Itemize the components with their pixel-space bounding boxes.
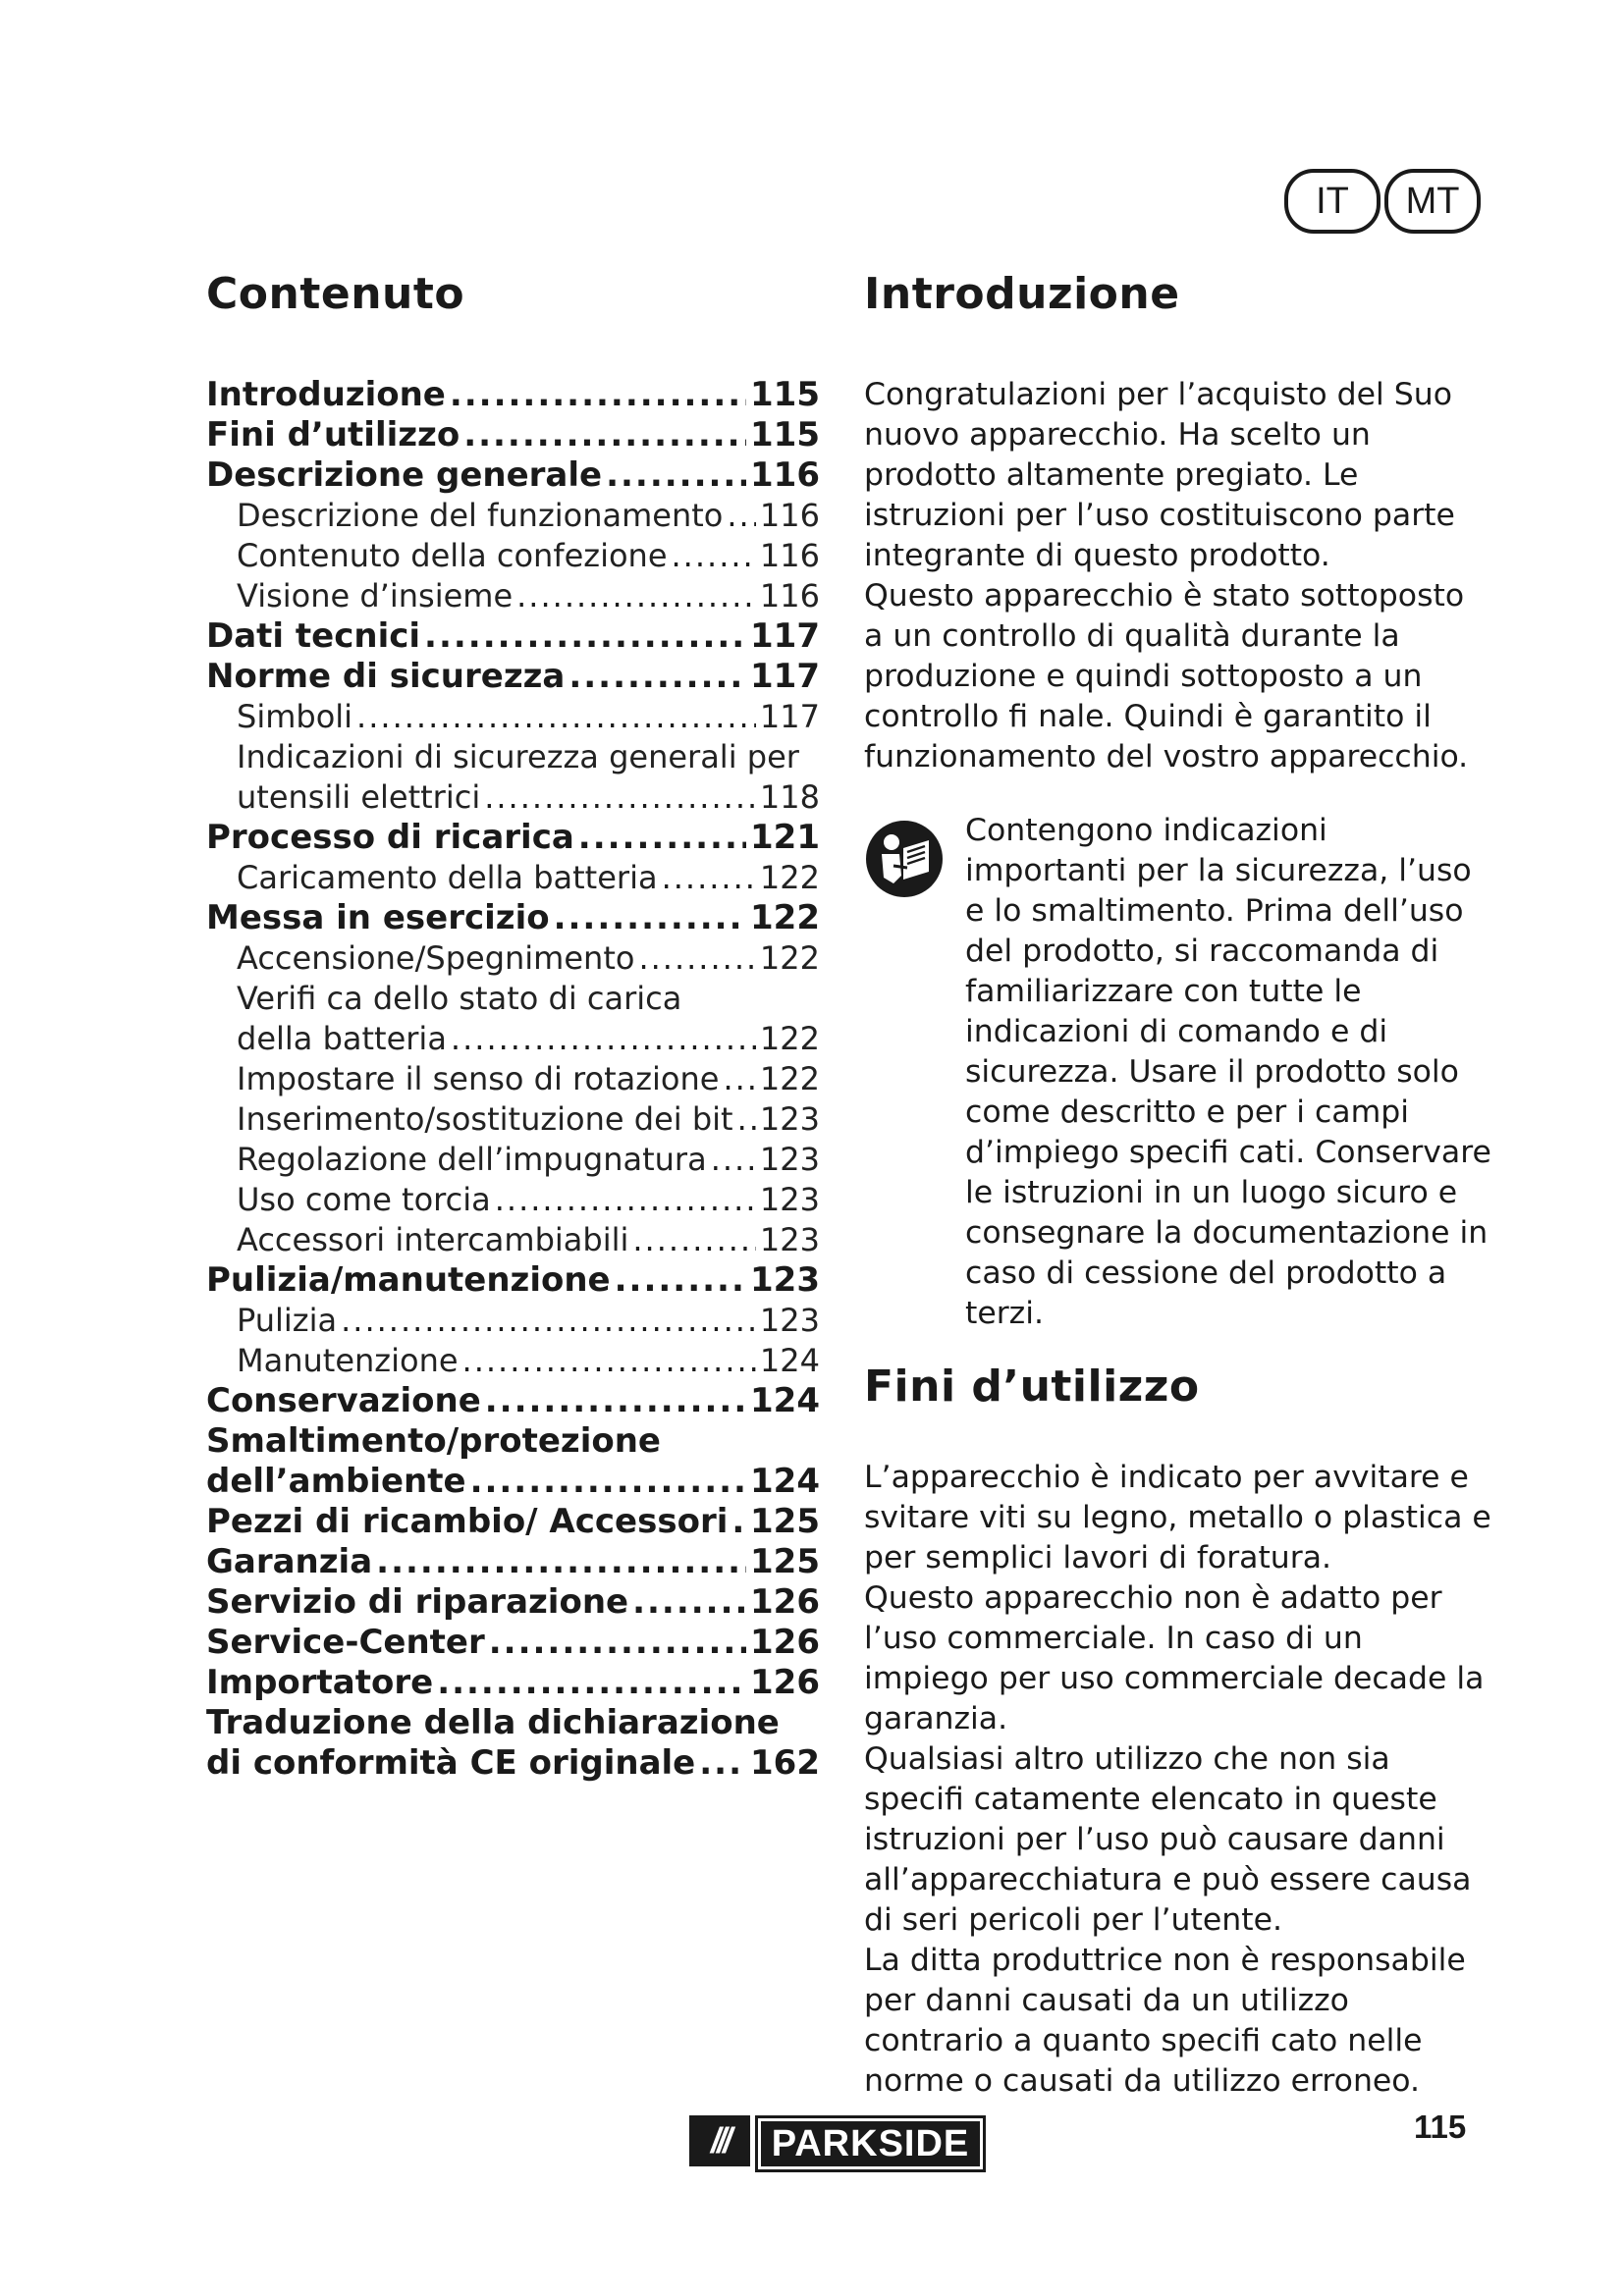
toc-entry-title: Fini d’utilizzo <box>206 415 460 454</box>
toc-entry-line1[interactable]: Smaltimento/protezione <box>206 1421 661 1461</box>
toc-entry-page: 125 <box>750 1542 820 1581</box>
toc-subentry[interactable] <box>206 1301 820 1341</box>
toc-entry-page: 123 <box>759 1100 820 1138</box>
toc-entry-title: Norme di sicurezza <box>206 657 566 696</box>
toc-entry-title: Impostare il senso di rotazione <box>237 1060 720 1097</box>
toc-entry[interactable] <box>206 1542 820 1582</box>
toc-entry-title: Conservazione <box>206 1381 481 1420</box>
toc-entry-page: 121 <box>750 818 820 857</box>
toc-entry-page: 125 <box>750 1502 820 1541</box>
language-badge-it: IT <box>1284 169 1380 234</box>
toc-entry-title: Service-Center <box>206 1623 485 1662</box>
toc-entry[interactable] <box>206 1582 820 1623</box>
toc-entry[interactable] <box>206 1663 820 1703</box>
toc-entry-title: Simboli <box>237 698 353 735</box>
toc-entry-title: Caricamento della batteria <box>237 859 658 896</box>
toc-entry-title: Pulizia <box>237 1302 338 1339</box>
toc-entry[interactable] <box>206 1260 820 1301</box>
read-manual-icon <box>864 819 945 899</box>
toc-entry-title: Uso come torcia <box>237 1181 491 1218</box>
toc-entry-page: 115 <box>750 375 820 414</box>
fini-paragraph: L’apparecchio è indicato per avvitare e svitare viti su legno, metallo o plastica e per semplici lavori di foratura. <box>864 1460 1491 1575</box>
parkside-logo <box>689 2115 986 2166</box>
toc-entry-title: Descrizione generale <box>206 455 603 495</box>
toc-entry-title: Introduzione <box>206 375 446 414</box>
toc-entry-title: della batteria <box>237 1020 447 1057</box>
toc-entry-page: 122 <box>759 1060 820 1097</box>
intro-paragraph: Questo apparecchio è stato sottoposto a un controllo di qualità durante la produzione e quindi sottoposto a un controllo fi nale. Quindi è garantito il funzionamento del vostro apparecchio. <box>864 578 1469 774</box>
toc-entry-page: 117 <box>750 657 820 696</box>
language-badges <box>1284 169 1481 230</box>
toc-entry-title: Visione d’insieme <box>237 577 514 614</box>
toc-entry[interactable] <box>206 818 820 858</box>
content-column <box>864 265 1492 2102</box>
logo-wordmark: PARKSIDE <box>755 2115 986 2172</box>
toc-entry-page: 117 <box>759 698 820 735</box>
toc-entry[interactable] <box>206 657 820 697</box>
toc-entry-page: 117 <box>750 616 820 656</box>
page-number: 115 <box>1414 2109 1467 2145</box>
toc-entry-title: di conformità CE originale <box>206 1743 696 1783</box>
toc-entry-page: 116 <box>759 577 820 614</box>
toc-entry-page: 126 <box>750 1582 820 1622</box>
toc-entry-page: 122 <box>759 1020 820 1057</box>
toc-entry-page: 116 <box>759 537 820 574</box>
toc-entry-title: Processo di ricarica <box>206 818 574 857</box>
toc-subentry[interactable] <box>206 1099 820 1140</box>
toc-entry-title: Servizio di riparazione <box>206 1582 629 1622</box>
toc-entry-title: Descrizione del funzionamento <box>237 497 724 534</box>
toc-subentry[interactable] <box>206 1140 820 1180</box>
toc-entry-page: 126 <box>750 1663 820 1702</box>
toc-entry-page: 118 <box>759 778 820 816</box>
toc-entry-title: Importatore <box>206 1663 434 1702</box>
toc-entry-page: 123 <box>759 1141 820 1178</box>
toc-entry[interactable] <box>206 616 820 657</box>
toc-entry[interactable] <box>206 898 820 938</box>
fini-heading: Fini d’utilizzo <box>864 1362 1200 1412</box>
table-of-contents <box>206 265 820 1784</box>
toc-entry[interactable] <box>206 1462 820 1502</box>
toc-entry-page: 123 <box>759 1302 820 1339</box>
notice-text: Contengono indicazioni importanti per la sicurezza, l’uso e lo smaltimento. Prima dell’uso del prodotto, si raccomanda di familiarizzare con tutte le indicazioni di comando e di sicurezza. Usare il prodotto solo come descritto e per i campi d’impiego specifi cati. Conservare le istruzioni in un luogo sicuro e consegnare la documentazione in caso di cessione del prodotto a terzi. <box>965 813 1491 1331</box>
toc-subentry[interactable] <box>206 1059 820 1099</box>
toc-entry-page: 116 <box>750 455 820 495</box>
toc-subentry[interactable] <box>206 1341 820 1381</box>
toc-entry-title: Inserimento/sostituzione dei bit <box>237 1100 733 1138</box>
toc-entry-page: 123 <box>759 1181 820 1218</box>
toc-entry-page: 122 <box>750 898 820 937</box>
toc-entry[interactable] <box>206 1743 820 1784</box>
toc-subentry-line1[interactable]: Verifi ca dello stato di carica <box>237 980 682 1017</box>
toc-entry-page: 124 <box>750 1381 820 1420</box>
toc-entry-page: 122 <box>759 939 820 977</box>
toc-subentry[interactable] <box>206 1220 820 1260</box>
toc-entry-title: Contenuto della confezione <box>237 537 668 574</box>
toc-subentry[interactable] <box>206 496 820 536</box>
toc-subentry[interactable] <box>206 576 820 616</box>
toc-entry[interactable] <box>206 1381 820 1421</box>
toc-entry[interactable] <box>206 415 820 455</box>
toc-entry-title: Dati tecnici <box>206 616 421 656</box>
toc-heading: Contenuto <box>206 269 465 319</box>
toc-entry-title: dell’ambiente <box>206 1462 466 1501</box>
intro-paragraph: Congratulazioni per l’acquisto del Suo nuovo apparecchio. Ha scelto un prodotto altamente pregiato. Le istruzioni per l’uso costituiscono parte integrante di questo prodotto. <box>864 377 1455 573</box>
toc-entry-page: 123 <box>750 1260 820 1300</box>
toc-entry-page: 126 <box>750 1623 820 1662</box>
toc-entry-page: 122 <box>759 859 820 896</box>
toc-subentry[interactable] <box>206 858 820 898</box>
fini-paragraph: La ditta produttrice non è responsabile per danni causati da un utilizzo contrario a quanto specifi cato nelle norme o causati da utilizzo erroneo. <box>864 1943 1466 2099</box>
toc-entry[interactable] <box>206 1623 820 1663</box>
toc-entry-line1[interactable]: Traduzione della dichiarazione <box>206 1703 780 1742</box>
logo-slashes: /// <box>689 2115 750 2166</box>
fini-paragraph: Qualsiasi altro utilizzo che non sia specifi catamente elencato in queste istruzioni per l’uso può causare danni all’apparecchiatura e può essere causa di seri pericoli per l’utente. <box>864 1741 1472 1938</box>
toc-entry-page: 124 <box>759 1342 820 1379</box>
toc-subentry[interactable] <box>206 777 820 818</box>
manual-notice <box>864 811 1492 1334</box>
toc-entry[interactable] <box>206 455 820 496</box>
toc-entry-page: 116 <box>759 497 820 534</box>
toc-entry-title: Garanzia <box>206 1542 373 1581</box>
toc-entry-title: Pezzi di ricambio/ Accessori <box>206 1502 729 1541</box>
toc-subentry[interactable] <box>206 1180 820 1220</box>
toc-entry-page: 123 <box>759 1221 820 1258</box>
toc-entry-title: Pulizia/manutenzione <box>206 1260 611 1300</box>
toc-entry-title: Accensione/Spegnimento <box>237 939 635 977</box>
toc-subentry[interactable] <box>206 1019 820 1059</box>
toc-entry-title: Accessori intercambiabili <box>237 1221 629 1258</box>
toc-entry-page: 162 <box>750 1743 820 1783</box>
intro-heading: Introduzione <box>864 269 1180 319</box>
toc-entry[interactable] <box>206 1502 820 1542</box>
toc-entry-title: Messa in esercizio <box>206 898 550 937</box>
toc-entry-title: Manutenzione <box>237 1342 459 1379</box>
toc-subentry[interactable] <box>206 938 820 979</box>
toc-subentry[interactable] <box>206 536 820 576</box>
toc-entry-title: utensili elettrici <box>237 778 481 816</box>
toc-entry-page: 124 <box>750 1462 820 1501</box>
toc-subentry[interactable] <box>206 697 820 737</box>
toc-list <box>206 375 820 1784</box>
toc-entry[interactable] <box>206 375 820 415</box>
toc-entry-title: Regolazione dell’impugnatura <box>237 1141 707 1178</box>
fini-paragraph: Questo apparecchio non è adatto per l’uso commerciale. In caso di un impiego per uso commerciale decade la garanzia. <box>864 1580 1485 1736</box>
toc-subentry-line1[interactable]: Indicazioni di sicurezza generali per <box>237 738 799 775</box>
language-badge-mt: MT <box>1384 169 1481 234</box>
toc-entry-page: 115 <box>750 415 820 454</box>
